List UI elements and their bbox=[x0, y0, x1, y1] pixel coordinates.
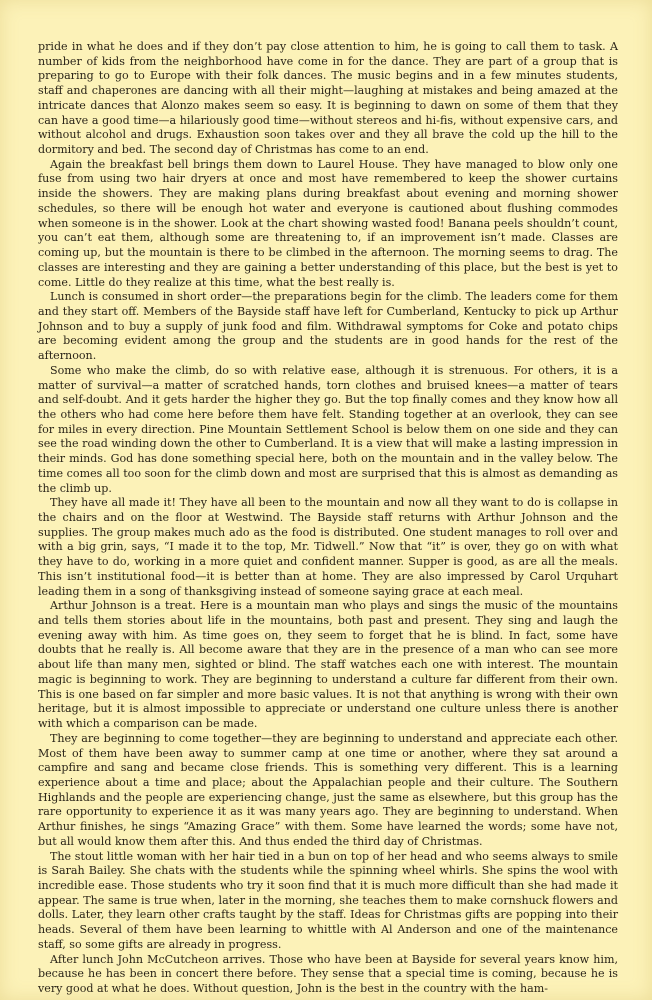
paragraph: They have all made it! They have all been to the mountain and now all they want to do is collapse in the chairs and on the floor at Westwind. The Bayside staff returns with Arthur Johnson and the supplies. The group makes much ado as the food is distributed. One student manages to roll over and with a big grin, says, “I made it to the top, Mr. Tidwell.” Now that “it” is over, they go on with what they have to do, working in a more quiet and confident manner. Supper is good, as are all the meals. This isn’t institutional food—it is better than at home. They are also impressed by Carol Urquhart leading them in a song of thanksgiving instead of someone saying grace at each meal. bbox=[38, 496, 618, 598]
paragraph: The stout little woman with her hair tied in a bun on top of her head and who seems always to smile is Sarah Bailey. She chats with the students while the spinning wheel whirls. She spins the wool with incredible ease. Those students who try it soon find that it is much more difficult than she had made it appear. The same is true when, later in the morning, she teaches them to make cornshuck flowers and dolls. Later, they learn other crafts taught by the staff. Ideas for Christmas gifts are popping into their heads. Several of them have been learning to whittle with Al Anderson and one of the maintenance staff, so some gifts are already in progress. bbox=[38, 849, 618, 951]
paragraph: Arthur Johnson is a treat. Here is a mountain man who plays and sings the music of the mountains and tells them stories about life in the mountains, both past and present. They sing and laugh the evening away with him. As time goes on, they seem to forget that he is blind. In fact, some have doubts that he really is. All become aware that they are in the presence of a man who can see more about life than many men, sighted or blind. The staff watches each one with interest. The mountain magic is beginning to work. They are beginning to understand a culture far different from their own. This is one based on far simpler and more basic values. It is not that anything is wrong with their own heritage, but it is almost impossible to appreciate or understand one culture unless there is another with which a comparison can be made. bbox=[38, 599, 618, 731]
paragraph: They are beginning to come together—they are beginning to understand and appreciate each other. Most of them have been away to summer camp at one time or another, where they sat around a campfire and sang and became close friends. This is something very different. This is a learning experience about a time and place; about the Appalachian people and their culture. The Southern Highlands and the people are experiencing change, just the same as elsewhere, but this group has the rare opportunity to experience it as it was many years ago. They are beginning to understand. When Arthur finishes, he sings “Amazing Grace” with them. Some have learned the words; some have not, but all would know them after this. And thus ended the third day of Christmas. bbox=[38, 731, 618, 848]
paragraph: Some who make the climb, do so with relative ease, although it is strenuous. For others, it is a matter of survival—a matter of scratched hands, torn clothes and bruised knees—a matter of tears and self-doubt. And it gets harder the higher they go. But the top finally comes and they know how all the others who had come here before them have felt. Standing together at an overlook, they can see for miles in every direction. Pine Mountain Settlement School is below them on one side and they can see the road winding down the other to Cumberland. It is a view that will make a lasting impression in their minds. God has done something special here, both on the mountain and in the valley below. The time comes all too soon for the climb down and most are surprised that this is almost as demanding as the climb up. bbox=[38, 363, 618, 495]
paragraph: Again the breakfast bell brings them down to Laurel House. They have managed to blow only one fuse from using two hair dryers at once and most have remembered to keep the shower curtains inside the showers. They are making plans during breakfast about evening and morning shower schedules, so there will be enough hot water and everyone is cautioned about flushing commodes when someone is in the shower. Look at the chart showing wasted food! Banana peels shouldn’t count, you can’t eat them, although some are threatening to, if an improvement isn’t made. Classes are coming up, but the mountain is there to be climbed in the afternoon. The morning seems to drag. The classes are interesting and they are gaining a better understanding of this place, but the best is yet to come. Little do they realize at this time, what the best really is. bbox=[38, 157, 618, 289]
paragraph: Lunch is consumed in short order—the preparations begin for the climb. The leaders come for them and they start off. Members of the Bayside staff have left for Cumberland, Kentucky to pick up Arthur Johnson and to buy a supply of junk food and film. Withdrawal symptoms for Coke and potato chips are becoming evident among the group and the students are in good hands for the rest of the afternoon. bbox=[38, 290, 618, 363]
paragraph: pride in what he does and if they don’t pay close attention to him, he is going to call them to task. A number of kids from the neighborhood have come in for the dance. They are part of a group that is preparing to go to Europe with their folk dances. The music begins and in a few minutes students, staff and chaperones are dancing with all their might—laughing at mistakes and being amazed at the intricate dances that Alonzo makes seem so easy. It is beginning to dawn on some of them that they can have a good time—a hilariously good time—without stereos and hi-fis, without expensive cars, and without alcohol and drugs. Exhaustion soon takes over and they all brave the cold up the hill to the dormitory and bed. The second day of Christmas has come to an end. bbox=[38, 40, 618, 157]
body-text bbox=[38, 40, 618, 997]
paragraph: After lunch John McCutcheon arrives. Those who have been at Bayside for several years know him, because he has been in concert there before. They sense that a special time is coming, because he is very good at what he does. Without question, John is the best in the country with the ham- bbox=[38, 952, 618, 995]
